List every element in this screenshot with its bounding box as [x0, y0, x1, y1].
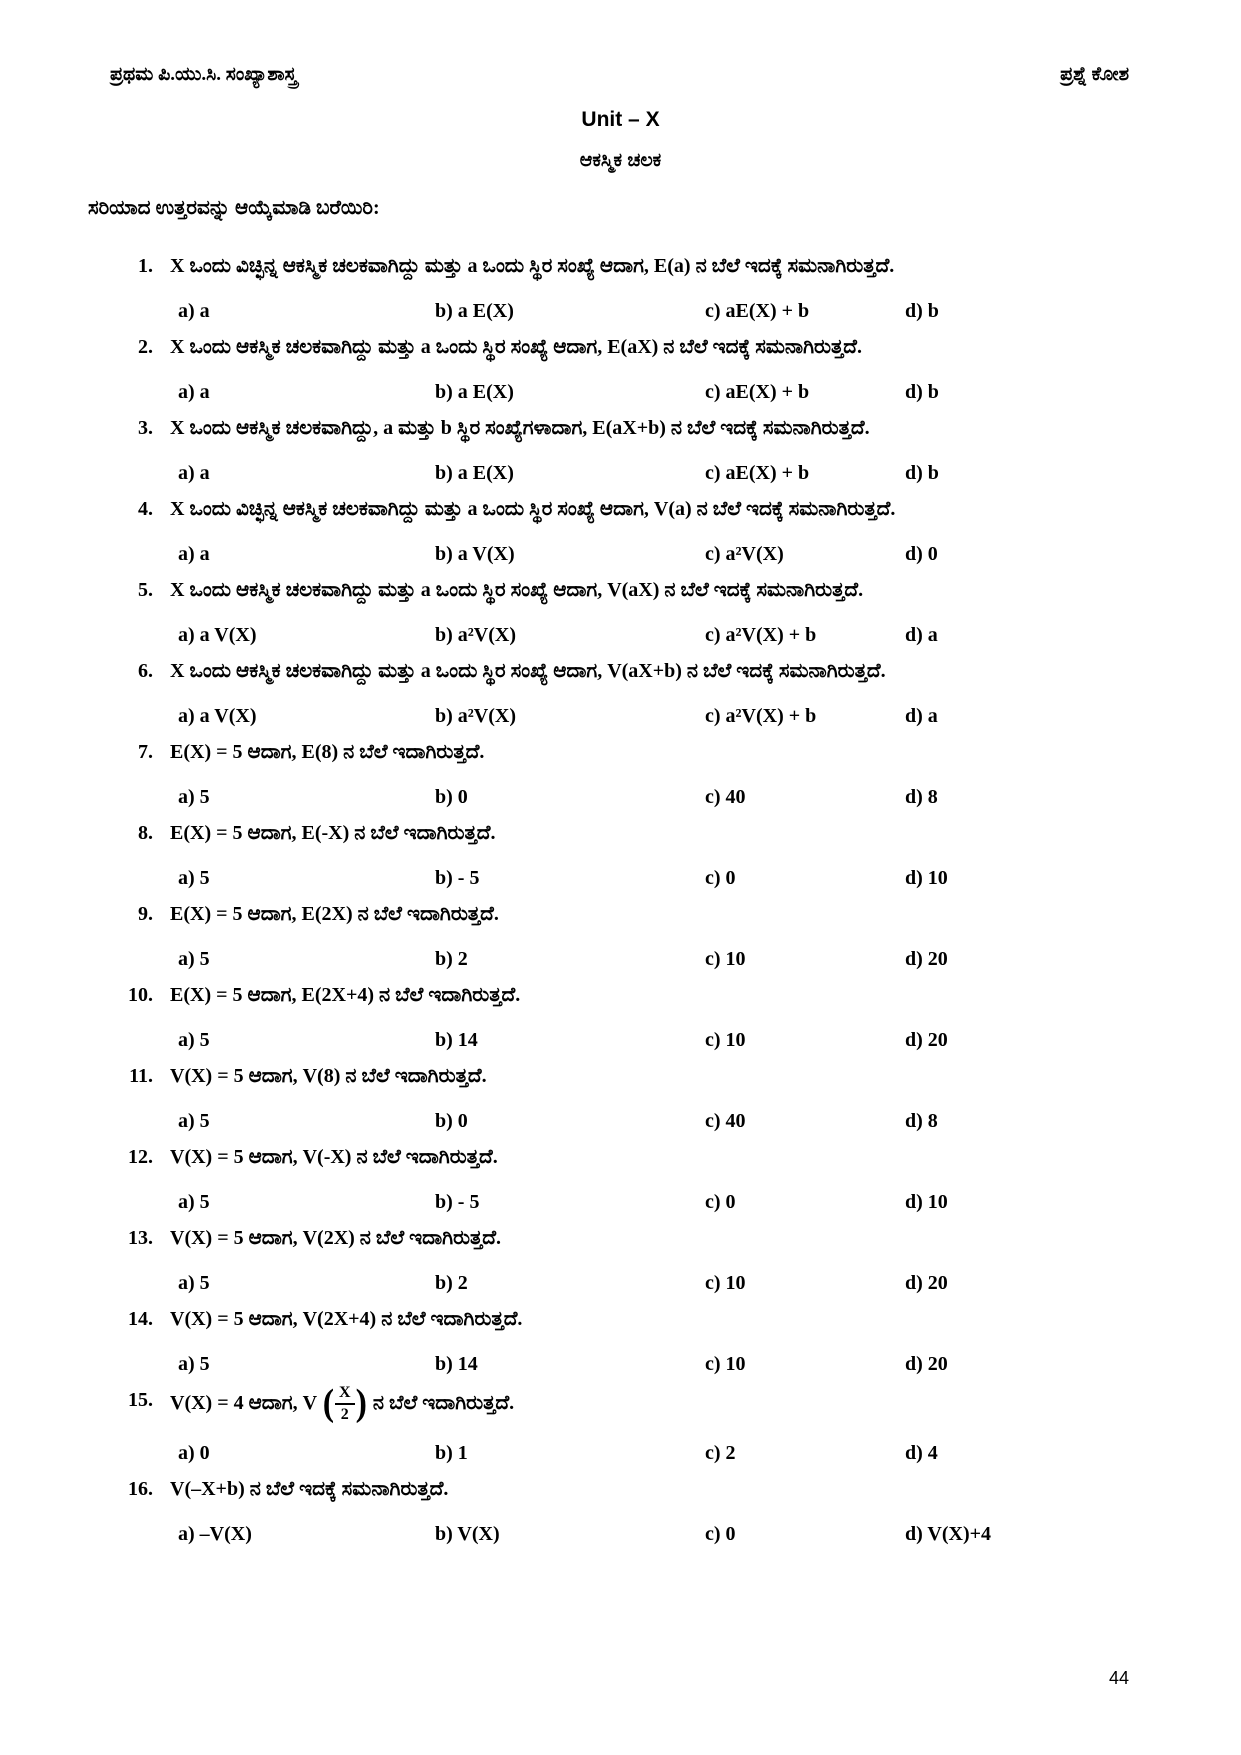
option-a: a) a V(X)	[178, 624, 257, 646]
question-block	[0, 736, 1185, 812]
question-text	[170, 736, 1185, 769]
option-a: a) –V(X)	[178, 1522, 252, 1545]
question-text-plain: V(X) = 5 ಆದಾಗ, V(2X+4) ನ ಬೆಲೆ ಇದಾಗಿರುತ್ತದೆ.	[170, 1308, 523, 1330]
question-text	[170, 574, 1185, 607]
question-line	[0, 817, 1185, 850]
options-row	[0, 1349, 1185, 1379]
options-row	[0, 1025, 1185, 1055]
option-b: b) a E(X)	[435, 300, 514, 322]
question-text	[170, 412, 1185, 445]
option-b: b) 14	[435, 1029, 478, 1051]
header-right-title: ಪ್ರಶ್ನೆ ಕೋಶ	[1060, 64, 1129, 85]
question-block	[0, 979, 1185, 1055]
option-c: c) 2	[705, 1441, 736, 1464]
option-a: a) a	[178, 381, 210, 403]
question-line	[0, 1222, 1185, 1255]
option-b: b) a E(X)	[435, 381, 514, 403]
option-d: d) V(X)+4	[905, 1522, 992, 1545]
option-c: c) 10	[705, 1272, 746, 1294]
question-text-prefix: V(X) = 4 ಆದಾಗ, V	[170, 1391, 317, 1414]
options-row	[0, 782, 1185, 812]
option-c: c) 10	[705, 948, 746, 970]
option-d: d) 8	[905, 1110, 938, 1132]
question-line	[0, 898, 1185, 931]
options-row	[0, 539, 1185, 569]
option-c: c) a²V(X)	[705, 543, 784, 565]
option-c: c) 10	[705, 1029, 746, 1051]
option-c: c) aE(X) + b	[705, 300, 810, 322]
instruction-text: ಸರಿಯಾದ ಉತ್ತರವನ್ನು ಆಯ್ಕೆಮಾಡಿ ಬರೆಯಿರಿ:	[88, 197, 380, 219]
question-text-plain: X ಒಂದು ಆಕಸ್ಮಿಕ ಚಲಕವಾಗಿದ್ದು ಮತ್ತು a ಒಂದು ಸ್ಥಿರ ಸಂಖ್ಯೆ ಆದಾಗ, V(aX) ನ ಬೆಲೆ ಇದಕ್ಕೆ ಸಮನಾಗಿರುತ್ತದೆ.	[170, 579, 864, 601]
options-row	[0, 458, 1185, 488]
question-line	[0, 250, 1185, 283]
question-text	[170, 493, 1185, 526]
fraction-denominator: 2	[340, 1406, 349, 1424]
options-row	[0, 1106, 1185, 1136]
fraction	[335, 1384, 355, 1425]
question-number: 9.	[138, 903, 153, 925]
question-line	[0, 1384, 1185, 1425]
options-row	[0, 1268, 1185, 1298]
question-block	[0, 574, 1185, 650]
question-number: 2.	[138, 336, 153, 358]
option-d: d) a	[905, 624, 938, 646]
question-number: 7.	[138, 741, 153, 763]
question-block	[0, 1384, 1185, 1468]
option-a: a) 5	[178, 867, 210, 889]
option-a: a) 0	[178, 1441, 210, 1464]
question-line	[0, 979, 1185, 1012]
question-text-plain: E(X) = 5 ಆದಾಗ, E(-X) ನ ಬೆಲೆ ಇದಾಗಿರುತ್ತದೆ.	[170, 822, 496, 844]
question-line	[0, 1473, 1185, 1506]
option-d: d) 20	[905, 1353, 948, 1375]
option-c: c) 40	[705, 1110, 746, 1132]
option-b: b) a²V(X)	[435, 705, 516, 727]
question-number: 6.	[138, 660, 153, 682]
option-a: a) a	[178, 300, 210, 322]
option-d: d) 10	[905, 1191, 948, 1213]
option-d: d) b	[905, 462, 939, 484]
options-row	[0, 620, 1185, 650]
open-paren: (	[322, 1383, 335, 1425]
question-number: 4.	[138, 498, 153, 520]
question-text	[170, 979, 1185, 1012]
question-number: 15.	[128, 1389, 153, 1411]
question-text-plain: X ಒಂದು ವಿಚ್ಛಿನ್ನ ಆಕಸ್ಮಿಕ ಚಲಕವಾಗಿದ್ದು ಮತ್ತು a ಒಂದು ಸ್ಥಿರ ಸಂಖ್ಯೆ ಆದಾಗ, E(a) ನ ಬೆಲೆ ಇದಕ್ಕೆ ಸಮನಾಗಿರುತ್ತದೆ.	[170, 255, 895, 277]
question-text	[170, 1141, 1185, 1174]
option-d: d) 20	[905, 1029, 948, 1051]
question-line	[0, 493, 1185, 526]
question-line	[0, 1060, 1185, 1093]
option-d: d) b	[905, 300, 939, 322]
question-text-plain: V(–X+b) ನ ಬೆಲೆ ಇದಕ್ಕೆ ಸಮನಾಗಿರುತ್ತದೆ.	[170, 1477, 449, 1500]
option-c: c) 0	[705, 1522, 736, 1545]
options-row	[0, 377, 1185, 407]
question-number: 11.	[129, 1065, 153, 1087]
question-text-plain: E(X) = 5 ಆದಾಗ, E(8) ನ ಬೆಲೆ ಇದಾಗಿರುತ್ತದೆ.	[170, 741, 485, 763]
question-text-plain: X ಒಂದು ಆಕಸ್ಮಿಕ ಚಲಕವಾಗಿದ್ದು ಮತ್ತು a ಒಂದು ಸ್ಥಿರ ಸಂಖ್ಯೆ ಆದಾಗ, V(aX+b) ನ ಬೆಲೆ ಇದಕ್ಕೆ ಸಮನಾಗಿರುತ್ತದೆ.	[170, 660, 886, 682]
option-c: c) a²V(X) + b	[705, 624, 817, 646]
chapter-title: ಆಕಸ್ಮಿಕ ಚಲಕ	[579, 150, 662, 171]
close-paren: )	[355, 1383, 367, 1425]
option-c: c) aE(X) + b	[705, 462, 810, 484]
option-a: a) 5	[178, 1029, 210, 1051]
question-block	[0, 817, 1185, 893]
question-block	[0, 1060, 1185, 1136]
option-a: a) 5	[178, 1353, 210, 1375]
option-d: d) 8	[905, 786, 938, 808]
question-text-plain: E(X) = 5 ಆದಾಗ, E(2X) ನ ಬೆಲೆ ಇದಾಗಿರುತ್ತದೆ.	[170, 903, 499, 925]
page-header	[0, 0, 1241, 88]
question-line	[0, 412, 1185, 445]
option-c: c) 0	[705, 867, 736, 889]
question-block	[0, 1141, 1185, 1217]
question-text	[170, 250, 1185, 283]
question-block	[0, 493, 1185, 569]
option-b: b) a²V(X)	[435, 624, 516, 646]
option-b: b) - 5	[435, 1191, 480, 1213]
question-block	[0, 412, 1185, 488]
options-row	[0, 944, 1185, 974]
question-number: 3.	[138, 417, 153, 439]
option-d: d) 20	[905, 948, 948, 970]
question-number: 1.	[138, 255, 153, 277]
option-b: b) 1	[435, 1441, 468, 1464]
option-b: b) 14	[435, 1353, 478, 1375]
option-c: c) 0	[705, 1191, 736, 1213]
question-text	[170, 1303, 1185, 1336]
option-b: b) a E(X)	[435, 462, 514, 484]
question-line	[0, 655, 1185, 688]
question-line	[0, 736, 1185, 769]
option-b: b) V(X)	[435, 1522, 500, 1545]
options-row	[0, 1187, 1185, 1217]
question-line	[0, 1303, 1185, 1336]
question-number: 12.	[128, 1146, 153, 1168]
question-text	[170, 1222, 1185, 1255]
option-b: b) a V(X)	[435, 543, 515, 565]
option-d: d) 4	[905, 1441, 938, 1464]
option-d: d) 0	[905, 543, 938, 565]
options-row	[0, 1519, 1185, 1549]
question-text-plain: V(X) = 5 ಆದಾಗ, V(8) ನ ಬೆಲೆ ಇದಾಗಿರುತ್ತದೆ.	[170, 1065, 487, 1087]
question-line	[0, 1141, 1185, 1174]
option-c: c) aE(X) + b	[705, 381, 810, 403]
fraction-expression	[323, 1384, 367, 1425]
option-b: b) 0	[435, 1110, 468, 1132]
option-c: c) 40	[705, 786, 746, 808]
question-block	[0, 1473, 1185, 1549]
option-d: d) 20	[905, 1272, 948, 1294]
option-a: a) 5	[178, 786, 210, 808]
option-a: a) 5	[178, 1272, 210, 1294]
options-row	[0, 296, 1185, 326]
question-text	[170, 898, 1185, 931]
question-block	[0, 250, 1185, 326]
question-text-plain: E(X) = 5 ಆದಾಗ, E(2X+4) ನ ಬೆಲೆ ಇದಾಗಿರುತ್ತದೆ.	[170, 984, 521, 1006]
question-list	[0, 250, 1241, 1549]
option-a: a) a V(X)	[178, 705, 257, 727]
question-text	[170, 655, 1185, 688]
option-d: d) 10	[905, 867, 948, 889]
option-b: b) 2	[435, 948, 468, 970]
options-row	[0, 701, 1185, 731]
question-text	[170, 817, 1185, 850]
question-text-suffix: ನ ಬೆಲೆ ಇದಾಗಿರುತ್ತದೆ.	[372, 1391, 515, 1414]
question-text-plain: X ಒಂದು ಆಕಸ್ಮಿಕ ಚಲಕವಾಗಿದ್ದು, a ಮತ್ತು b ಸ್ಥಿರ ಸಂಖ್ಯೆಗಳಾದಾಗ, E(aX+b) ನ ಬೆಲೆ ಇದಕ್ಕೆ ಸಮನಾಗಿರುತ್ತದೆ.	[170, 417, 870, 439]
question-block	[0, 1222, 1185, 1298]
question-text	[170, 331, 1185, 364]
question-number: 8.	[138, 822, 153, 844]
option-d: d) a	[905, 705, 938, 727]
question-number: 5.	[138, 579, 153, 601]
question-text	[170, 1473, 1185, 1506]
question-text-plain: X ಒಂದು ವಿಚ್ಛಿನ್ನ ಆಕಸ್ಮಿಕ ಚಲಕವಾಗಿದ್ದು ಮತ್ತು a ಒಂದು ಸ್ಥಿರ ಸಂಖ್ಯೆ ಆದಾಗ, V(a) ನ ಬೆಲೆ ಇದಕ್ಕೆ ಸಮನಾಗಿರುತ್ತದೆ.	[170, 498, 896, 520]
question-text-plain: V(X) = 5 ಆದಾಗ, V(2X) ನ ಬೆಲೆ ಇದಾಗಿರುತ್ತದೆ.	[170, 1227, 502, 1249]
option-c: c) 10	[705, 1353, 746, 1375]
question-number: 13.	[128, 1227, 153, 1249]
question-text-plain: V(X) = 5 ಆದಾಗ, V(-X) ನ ಬೆಲೆ ಇದಾಗಿರುತ್ತದೆ.	[170, 1146, 498, 1168]
option-b: b) - 5	[435, 867, 480, 889]
question-number: 14.	[128, 1308, 153, 1330]
option-a: a) a	[178, 543, 210, 565]
fraction-numerator: X	[335, 1384, 355, 1405]
question-line	[0, 331, 1185, 364]
question-text-plain: X ಒಂದು ಆಕಸ್ಮಿಕ ಚಲಕವಾಗಿದ್ದು ಮತ್ತು a ಒಂದು ಸ್ಥಿರ ಸಂಖ್ಯೆ ಆದಾಗ, E(aX) ನ ಬೆಲೆ ಇದಕ್ಕೆ ಸಮನಾಗಿರುತ್ತದೆ.	[170, 336, 862, 358]
question-block	[0, 898, 1185, 974]
options-row	[0, 863, 1185, 893]
option-d: d) b	[905, 381, 939, 403]
option-a: a) a	[178, 462, 210, 484]
option-a: a) 5	[178, 1110, 210, 1132]
option-a: a) 5	[178, 948, 210, 970]
page-number: 44	[1108, 1668, 1129, 1688]
option-a: a) 5	[178, 1191, 210, 1213]
question-text	[170, 1384, 1185, 1425]
option-b: b) 0	[435, 786, 468, 808]
question-text	[170, 1060, 1185, 1093]
unit-title: Unit – X	[581, 108, 660, 131]
header-left-title: ಪ್ರಥಮ ಪಿ.ಯು.ಸಿ. ಸಂಖ್ಯಾಶಾಸ್ತ್ರ	[110, 64, 297, 85]
options-row	[0, 1438, 1185, 1468]
question-number: 16.	[128, 1477, 153, 1500]
question-block	[0, 1303, 1185, 1379]
question-number: 10.	[128, 984, 153, 1006]
question-block	[0, 331, 1185, 407]
option-c: c) a²V(X) + b	[705, 705, 817, 727]
question-block	[0, 655, 1185, 731]
question-line	[0, 574, 1185, 607]
option-b: b) 2	[435, 1272, 468, 1294]
